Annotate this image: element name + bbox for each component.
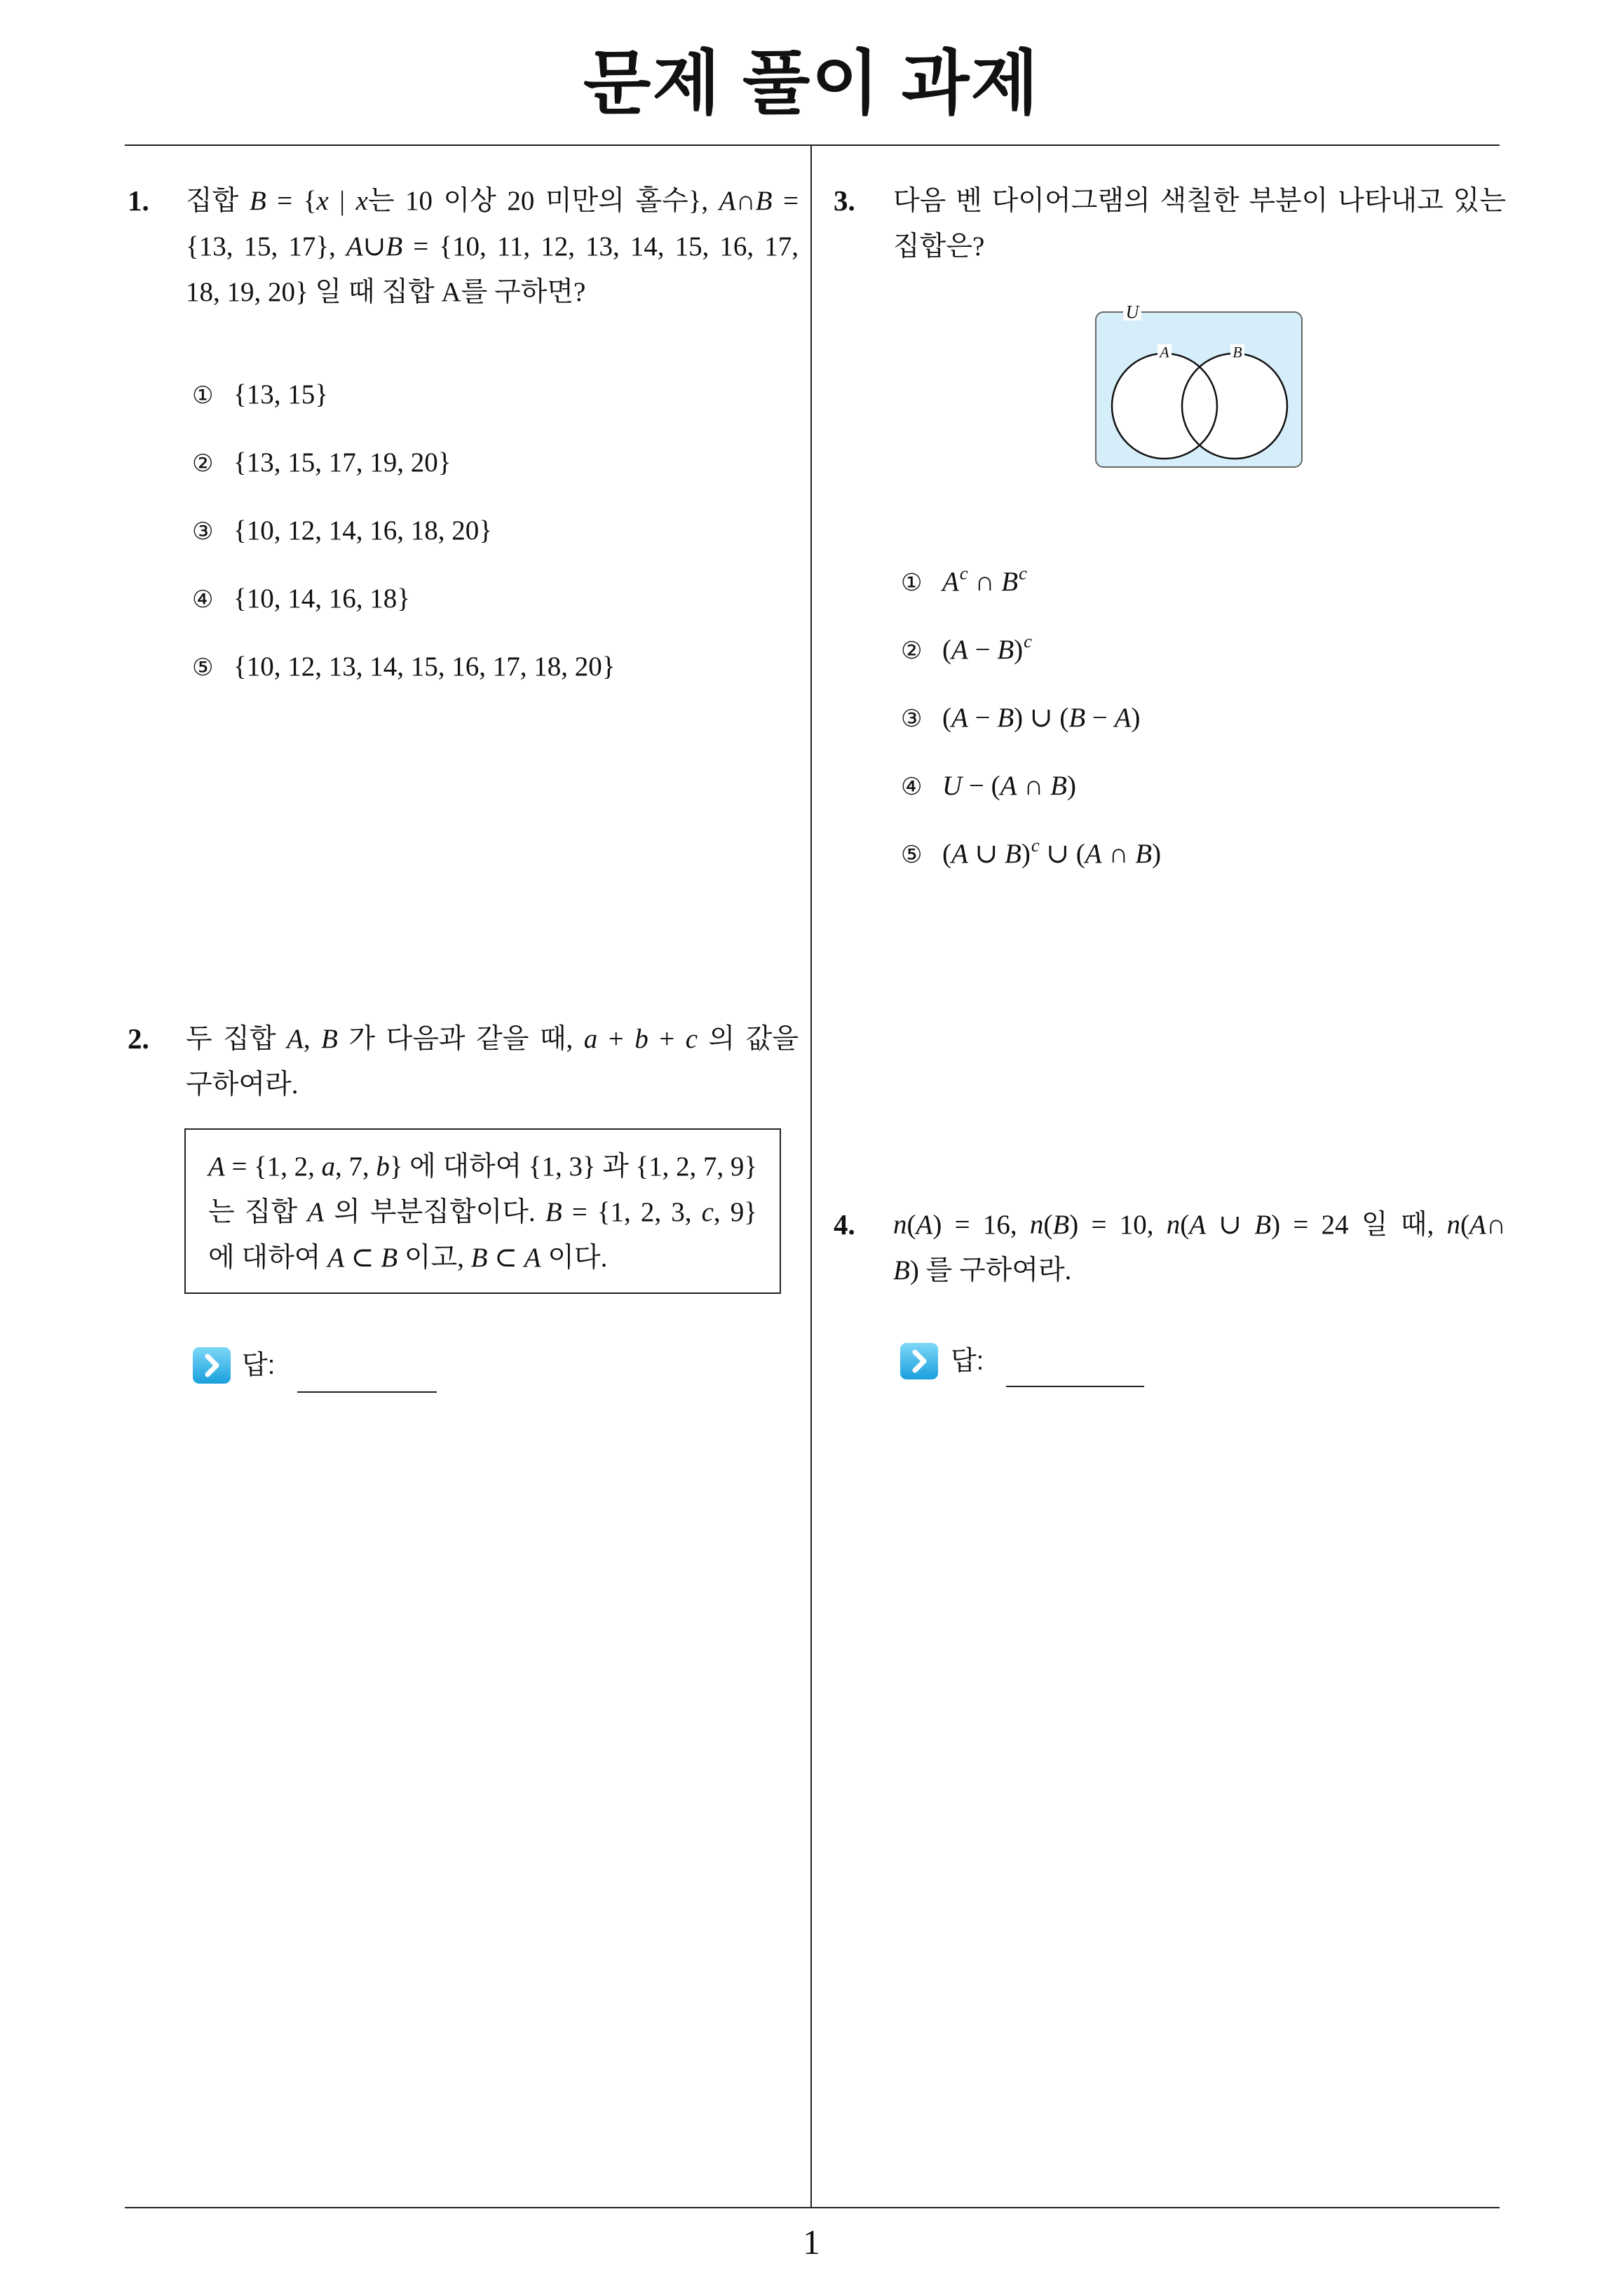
problem-text xyxy=(893,1202,1506,1293)
superscript-exponent: c xyxy=(959,562,968,584)
choice-option xyxy=(901,616,1161,684)
text-run: ) xyxy=(1152,839,1162,869)
math-variable: A xyxy=(916,1210,933,1240)
text-line-content xyxy=(893,1202,1506,1248)
text-line-content xyxy=(208,1235,607,1281)
text-run: ( xyxy=(1180,1210,1190,1240)
text-run: ) 를 구하여라. xyxy=(909,1255,1072,1285)
text-run: ) = 16, xyxy=(932,1210,1030,1240)
math-variable: n xyxy=(1029,1210,1044,1240)
text-line-content xyxy=(893,224,984,269)
math-variable: a xyxy=(583,1024,598,1054)
text-line-content xyxy=(893,1248,1071,1293)
math-variable: A xyxy=(951,635,968,665)
math-variable: B xyxy=(1052,1210,1070,1240)
answer-row xyxy=(899,1342,1166,1391)
text-run: ( xyxy=(942,839,951,869)
choice-option xyxy=(192,565,615,633)
math-variable: A xyxy=(286,1024,304,1054)
math-variable: x xyxy=(355,186,368,216)
text-run: ( xyxy=(1460,1210,1469,1240)
choice-list xyxy=(901,548,1161,888)
math-variable: B xyxy=(755,186,773,216)
text-run: ) xyxy=(1014,635,1024,665)
text-run: {13, 15, 17, 19, 20} xyxy=(233,447,451,478)
text-run: ∩ xyxy=(1017,771,1051,801)
text-run: ) xyxy=(1066,771,1076,801)
set-a-label: A xyxy=(1160,343,1169,361)
text-run: ( xyxy=(1043,1210,1053,1240)
text-line-content xyxy=(186,224,799,269)
math-variable: b xyxy=(634,1024,648,1054)
text-run: − xyxy=(1085,703,1115,733)
math-variable: b xyxy=(376,1151,390,1182)
text-run: 에 대하여 xyxy=(208,1242,328,1273)
text-line-content xyxy=(186,269,585,315)
math-variable: A xyxy=(951,703,968,733)
math-variable: B xyxy=(997,635,1014,665)
superscript-exponent: c xyxy=(1019,562,1027,584)
text-run: {10, 12, 14, 16, 18, 20} xyxy=(233,515,492,546)
text-line-content xyxy=(186,178,799,224)
choice-marker: ④ xyxy=(192,586,214,614)
text-run: ) ∪ ( xyxy=(1014,703,1069,733)
math-variable: U xyxy=(942,771,963,801)
chevron-right-icon xyxy=(192,1346,231,1384)
answer-blank xyxy=(1006,1386,1144,1387)
text-run: = { xyxy=(266,186,317,216)
text-run: 구하여라. xyxy=(186,1069,299,1100)
universe-label: U xyxy=(1125,302,1139,323)
text-run: {10, 14, 16, 18} xyxy=(233,583,410,614)
condition-box xyxy=(184,1128,781,1294)
math-variable: B xyxy=(249,186,266,216)
math-variable: n xyxy=(893,1210,907,1240)
choice-text xyxy=(233,379,328,410)
text-run: | xyxy=(328,186,356,216)
choice-text xyxy=(942,835,1162,869)
text-run: ( xyxy=(942,703,951,733)
text-run: ∩ xyxy=(1486,1210,1506,1240)
text-run: 집합 xyxy=(186,186,250,216)
text-run: ) = 10, xyxy=(1069,1210,1167,1240)
choice-marker: ① xyxy=(192,381,214,410)
text-line xyxy=(186,178,799,224)
chevron-right-icon xyxy=(899,1342,939,1380)
text-run: ∩ xyxy=(735,186,756,216)
text-run: 두 집합 xyxy=(186,1024,287,1054)
math-variable: A xyxy=(1114,703,1132,733)
page-title: 문제 풀이 과제 xyxy=(583,44,1040,123)
text-line xyxy=(186,224,799,269)
math-variable: A xyxy=(1085,839,1102,869)
text-run: + xyxy=(597,1024,635,1054)
choice-marker: ⑤ xyxy=(901,841,923,869)
choice-text xyxy=(942,703,1140,733)
math-variable: B xyxy=(545,1196,562,1227)
choice-text xyxy=(233,651,615,682)
superscript-exponent: c xyxy=(1031,835,1040,856)
problem-text xyxy=(186,178,799,315)
math-variable: B xyxy=(997,703,1014,733)
text-run: , 7, xyxy=(335,1151,376,1182)
footer-rule xyxy=(125,2207,1500,2208)
choice-marker: ④ xyxy=(901,773,923,801)
problem-number: 2. xyxy=(128,1022,149,1055)
text-run: 이다. xyxy=(541,1242,608,1273)
choice-text xyxy=(233,447,451,478)
answer-blank xyxy=(297,1391,437,1393)
text-run: − xyxy=(967,635,998,665)
venn-diagram xyxy=(1090,298,1309,473)
choice-option xyxy=(192,428,615,497)
choice-text xyxy=(942,562,1027,597)
text-line-content xyxy=(186,1016,799,1062)
math-variable: A xyxy=(951,839,968,869)
math-variable: A xyxy=(1189,1210,1207,1240)
text-run: = {1, 2, 3, xyxy=(562,1196,702,1227)
choice-option xyxy=(192,633,615,701)
math-variable: A xyxy=(524,1242,541,1273)
answer-label: 답: xyxy=(242,1351,276,1380)
choice-option xyxy=(901,752,1161,820)
choice-marker: ② xyxy=(901,637,923,665)
math-variable: A xyxy=(307,1196,325,1227)
math-variable: B xyxy=(1005,839,1021,869)
text-run: {13, 15, 17}, xyxy=(186,231,346,262)
problem-text xyxy=(186,1016,799,1107)
math-variable: A xyxy=(208,1151,225,1182)
text-run: ) xyxy=(1021,839,1031,869)
text-line xyxy=(186,1062,799,1107)
text-run: ( xyxy=(906,1210,916,1240)
text-run: , xyxy=(303,1024,322,1054)
math-variable: B xyxy=(1135,839,1153,869)
text-line-content xyxy=(208,1189,757,1235)
text-run: + xyxy=(648,1024,686,1054)
math-variable: B xyxy=(386,231,403,262)
text-run: 는 집합 xyxy=(208,1196,308,1227)
choice-text xyxy=(942,771,1076,801)
text-run: ⊂ xyxy=(487,1242,524,1273)
text-run: 이고, xyxy=(398,1242,471,1273)
text-run: ) xyxy=(1131,703,1141,733)
text-line xyxy=(208,1235,757,1281)
text-run: 는 10 이상 20 미만의 홀수}, xyxy=(367,186,719,216)
text-run: 18, 19, 20} 일 때 집합 A를 구하면? xyxy=(186,277,586,307)
math-variable: B xyxy=(470,1242,488,1273)
text-line xyxy=(208,1189,757,1235)
text-line xyxy=(186,1016,799,1062)
math-variable: B xyxy=(893,1255,910,1285)
math-variable: c xyxy=(685,1024,698,1054)
math-variable: x xyxy=(316,186,329,216)
text-run: ⊂ xyxy=(344,1242,381,1273)
math-variable: A xyxy=(942,567,959,597)
text-run: − ( xyxy=(962,771,1000,801)
text-run: = xyxy=(772,186,799,216)
math-variable: A xyxy=(719,186,736,216)
text-line xyxy=(893,178,1506,224)
answer-row xyxy=(192,1346,459,1396)
problem-number: 3. xyxy=(834,184,855,217)
choice-list xyxy=(192,360,615,701)
page-number: 1 xyxy=(803,2222,820,2262)
choice-option xyxy=(901,820,1161,888)
text-line xyxy=(186,269,799,315)
text-run: = {1, 2, xyxy=(224,1151,322,1182)
condition-text xyxy=(208,1144,757,1281)
text-line xyxy=(893,224,1506,269)
text-run: , 9} xyxy=(713,1196,757,1227)
text-run: {10, 12, 13, 14, 15, 16, 17, 18, 20} xyxy=(233,651,616,682)
text-run: − xyxy=(967,703,998,733)
math-variable: A xyxy=(327,1242,345,1273)
text-line xyxy=(893,1202,1506,1248)
problem-text xyxy=(893,178,1506,269)
text-line xyxy=(893,1248,1506,1293)
text-run: } 에 대하여 {1, 3} 과 {1, 2, 7, 9} xyxy=(389,1151,757,1182)
text-line-content xyxy=(208,1144,757,1189)
column-divider xyxy=(810,145,812,2208)
math-variable: A xyxy=(1469,1210,1486,1240)
math-variable: a xyxy=(321,1151,336,1182)
text-run: ) = 24 일 때, xyxy=(1271,1210,1447,1240)
math-variable: c xyxy=(701,1196,714,1227)
text-run: 의 부분집합이다. xyxy=(324,1196,545,1227)
math-variable: B xyxy=(381,1242,398,1273)
math-variable: n xyxy=(1166,1210,1181,1240)
problem-number: 4. xyxy=(834,1208,855,1241)
choice-marker: ② xyxy=(192,450,214,478)
text-line xyxy=(208,1144,757,1189)
choice-option xyxy=(901,548,1161,616)
text-run: ∪ xyxy=(967,839,1005,869)
text-run: 의 값을 xyxy=(698,1024,799,1054)
choice-text xyxy=(233,515,492,546)
choice-marker: ⑤ xyxy=(192,654,214,682)
math-variable: B xyxy=(1050,771,1067,801)
text-run: 가 다음과 같을 때, xyxy=(337,1024,584,1054)
choice-option xyxy=(901,684,1161,752)
text-run: ∪ xyxy=(1206,1210,1255,1240)
math-variable: B xyxy=(1254,1210,1272,1240)
answer-label: 답: xyxy=(951,1346,984,1376)
text-run: ∩ xyxy=(1101,839,1136,869)
math-variable: B xyxy=(321,1024,338,1054)
text-run: 집합은? xyxy=(893,231,985,262)
text-run: ( xyxy=(942,635,951,665)
text-run: = {10, 11, 12, 13, 14, 15, 16, 17, xyxy=(402,231,799,262)
text-run: ∩ xyxy=(967,567,1002,597)
math-variable: n xyxy=(1446,1210,1460,1240)
choice-marker: ③ xyxy=(901,705,923,733)
choice-option xyxy=(192,497,615,565)
text-run: {13, 15} xyxy=(233,379,328,410)
math-variable: A xyxy=(346,231,363,262)
text-run: ∪ xyxy=(362,231,386,262)
math-variable: B xyxy=(1001,567,1019,597)
text-run: ∪ ( xyxy=(1039,839,1085,869)
text-run: 다음 벤 다이어그램의 색칠한 부분이 나타내고 있는 xyxy=(893,186,1506,216)
choice-text xyxy=(942,630,1032,665)
choice-marker: ① xyxy=(901,569,923,597)
math-variable: A xyxy=(1000,771,1017,801)
set-b-label: B xyxy=(1232,343,1242,361)
choice-text xyxy=(233,583,410,614)
math-variable: B xyxy=(1068,703,1086,733)
problem-number: 1. xyxy=(128,184,149,217)
choice-marker: ③ xyxy=(192,518,214,546)
text-line-content xyxy=(186,1062,298,1107)
superscript-exponent: c xyxy=(1024,630,1032,652)
text-line-content xyxy=(893,178,1506,224)
choice-option xyxy=(192,360,615,428)
header-rule xyxy=(125,144,1500,146)
